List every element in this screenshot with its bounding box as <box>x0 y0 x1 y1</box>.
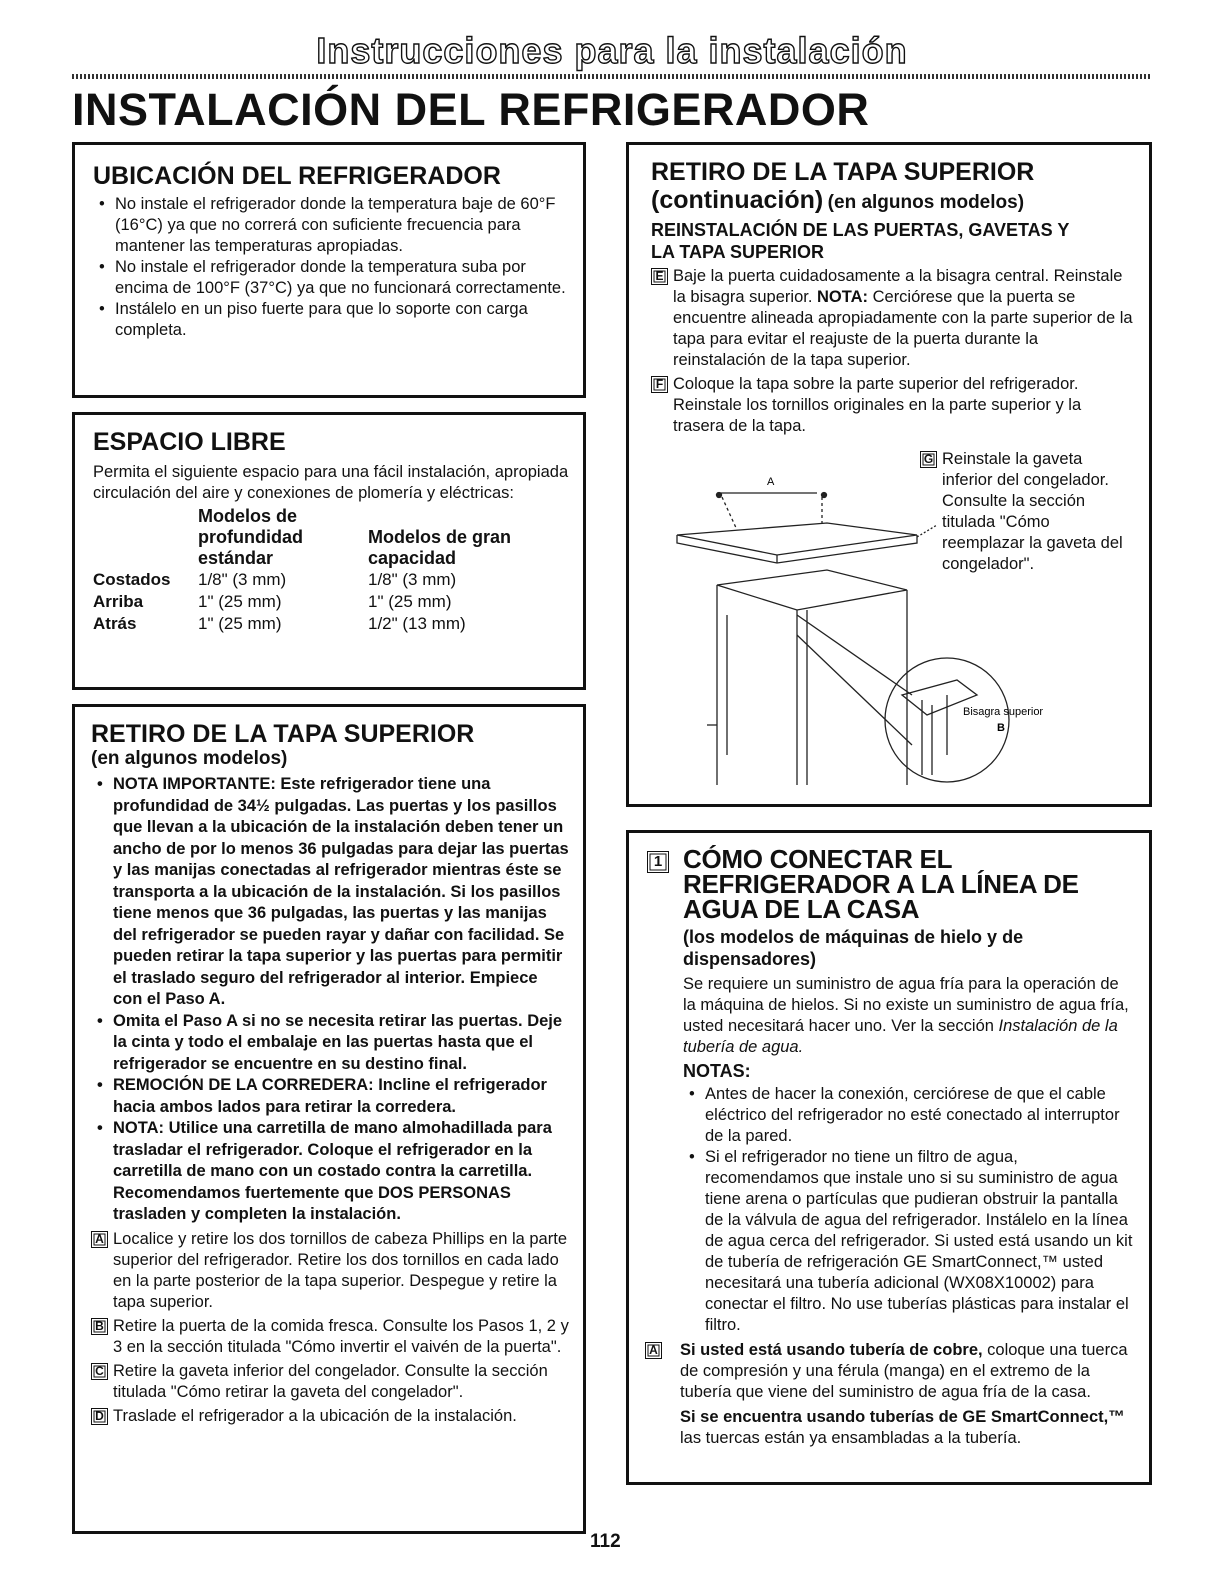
retiro-cont-heading2: (continuación) <box>651 186 824 214</box>
ubicacion-heading: UBICACIÓN DEL REFRIGERADOR <box>93 162 501 190</box>
list-item: • No instale el refrigerador donde la temperatura baje de 60°F (16°C) ya que no correrá con suficiente frecuencia para mantener las temperaturas apropiadas. <box>93 194 569 257</box>
retiro-section <box>72 704 586 1534</box>
notas-label: NOTAS: <box>683 1061 751 1081</box>
step-letter-badge: B <box>91 1318 108 1335</box>
step-letter-badge: E <box>651 268 668 285</box>
row-label: Arriba <box>93 592 144 611</box>
step-e <box>651 266 1135 371</box>
step-a <box>91 1229 569 1313</box>
step-letter-badge: D <box>91 1408 108 1425</box>
table-row <box>93 613 538 635</box>
nota-label: NOTA: <box>817 288 869 306</box>
retiro-subheading: (en algunos modelos) <box>91 748 288 769</box>
row-label: Atrás <box>93 614 137 633</box>
row-label: Costados <box>93 570 171 589</box>
step-text: coloque una tuerca de compresión y una férula (manga) en el extremo de la tubería que viene del suministro de agua fría de la casa. <box>680 1341 1128 1401</box>
retiro-heading: RETIRO DE LA TAPA SUPERIOR <box>91 720 475 748</box>
list-item: • No instale el refrigerador donde la temperatura suba por encima de 100°F (37°C) ya que no funcionará correctamente. <box>93 257 569 299</box>
retiro-cont-heading2-small: (en algunos modelos) <box>827 192 1025 213</box>
table-header-big: Modelos de gran capacidad <box>368 527 512 568</box>
espacio-section <box>72 412 586 690</box>
conectar-section <box>626 830 1152 1485</box>
step-bold-text: Si usted está usando tubería de cobre, <box>680 1341 983 1359</box>
diagram-label-b: B <box>997 722 1005 734</box>
step-text: Reinstale la gaveta inferior del congelador. Consulte la sección titulada "Cómo reemplazar la gaveta del congelador". <box>942 450 1123 573</box>
step-text: Traslade el refrigerador a la ubicación de la instalación. <box>113 1406 517 1425</box>
retiro-cont-heading: RETIRO DE LA TAPA SUPERIOR <box>651 158 1035 186</box>
cell-std: 1" (25 mm) <box>198 592 282 611</box>
ubicacion-list <box>93 194 569 341</box>
cell-std: 1" (25 mm) <box>198 614 282 633</box>
table-row <box>93 591 538 613</box>
list-item: • Instálelo en un piso fuerte para que lo soporte con carga completa. <box>93 299 569 341</box>
table-header-std: Modelos de profundidad estándar <box>198 506 303 568</box>
table-row <box>93 569 538 591</box>
step-letter-badge: A <box>91 1231 108 1248</box>
notas-list <box>683 1084 1135 1336</box>
step-bold-text: Si se encuentra usando tuberías de GE SmartConnect,™ <box>680 1408 1125 1426</box>
step-letter-badge: A <box>645 1342 662 1359</box>
list-item: • Omita el Paso A si no se necesita retirar las puertas. Deje la cinta y todo el embalaje en las puertas hasta que el refrigerador se encuentre en su destino final. <box>91 1011 569 1076</box>
list-item: • NOTA IMPORTANTE: Este refrigerador tiene una profundidad de 34½ pulgadas. Las puertas y los pasillos que llevan a la ubicación de la instalación deben tener un ancho de por lo menos 36 pulgadas para dejar las puertas y las manijas conectadas al refrigerador mientras éste se transporta a la ubicación de la instalación. Si los pasillos tiene menos que 36 pulgadas, las puertas y las manijas del refrigerador se pueden rayar y dañar con facilidad. Se pueden retirar la tapa superior y las puertas para permitir el traslado seguro del refrigerador al interior. Empiece con el Paso A. <box>91 774 569 1011</box>
diagram-label-hinge: Bisagra superior <box>963 706 1044 718</box>
clearance-table <box>93 506 538 635</box>
step-d <box>91 1406 569 1427</box>
cell-big: 1/8" (3 mm) <box>368 570 457 589</box>
step-text: Baje la puerta cuidadosamente a la bisagra central. Reinstale la bisagra superior. <box>673 267 1123 306</box>
step-f <box>651 374 1135 437</box>
cell-std: 1/8" (3 mm) <box>198 570 287 589</box>
step-text: Localice y retire los dos tornillos de cabeza Phillips en la parte superior del refrigerador. Retire los dos tornillos en cada lado en la parte posterior de la tapa superior. Despegue y retire la tapa superior. <box>113 1229 567 1311</box>
step-b <box>91 1316 569 1358</box>
conectar-subheading: (los modelos de máquinas de hielo y de dispensadores) <box>683 927 1024 969</box>
conectar-step-a <box>645 1340 1135 1449</box>
step-text: Retire la gaveta inferior del congelador. Consulte la sección titulada "Cómo retirar la gaveta del congelador". <box>113 1361 548 1401</box>
step-letter-badge: G <box>920 451 937 468</box>
espacio-heading: ESPACIO LIBRE <box>93 428 286 456</box>
page-title: INSTALACIÓN DEL REFRIGERADOR <box>72 84 870 135</box>
cell-big: 1/2" (13 mm) <box>368 614 466 633</box>
step-text: Coloque la tapa sobre la parte superior del refrigerador. Reinstale los tornillos originales en la parte superior y la trasera de la tapa. <box>673 375 1082 435</box>
step-text: las tuercas están ya ensambladas a la tubería. <box>680 1429 1022 1447</box>
list-item: • Si el refrigerador no tiene un filtro de agua, recomendamos que instale uno si su suministro de agua tiene arena o partículas que pudieran obstruir la pantalla de la válvula de agua del refrigerador. Instálelo en la línea de agua cerca del refrigerador. Si usted está usando un kit de tubería de refrigeración GE SmartConnect,™ usted necesitará una tubería adicional (WX08X10002) para conectar el filtro. No use tuberías plásticas para instalar el filtro. <box>683 1147 1135 1336</box>
section-banner: Instrucciones para la instalación <box>316 30 908 71</box>
conectar-intro: Se requiere un suministro de agua fría para la operación de la máquina de hielos. Si no existe un suministro de agua fría, usted necesitará hacer uno. Ver la sección Instalación de la tubería de agua. <box>683 975 1129 1056</box>
step-letter-badge: F <box>651 376 668 393</box>
banner-rule <box>72 74 1152 79</box>
list-item: • NOTA: Utilice una carretilla de mano almohadillada para trasladar el refrigerador. Coloque el refrigerador en la carretilla de mano con un costado contra la carretilla. Recomendamos fuertemente que DOS PERSONAS trasladen y completen la instalación. <box>91 1118 569 1226</box>
reinstalacion-subheading: REINSTALACIÓN DE LAS PUERTAS, GAVETAS Y LA TAPA SUPERIOR <box>651 220 1070 262</box>
diagram-label-a: A <box>767 476 775 488</box>
list-item: • REMOCIÓN DE LA CORREDERA: Incline el refrigerador hacia ambos lados para retirar la corredera. <box>91 1075 569 1118</box>
espacio-intro: Permita el siguiente espacio para una fácil instalación, apropiada circulación del aire y conexiones de plomería y eléctricas: <box>93 463 569 502</box>
step-number-badge: 1 <box>647 851 669 873</box>
cell-big: 1" (25 mm) <box>368 592 452 611</box>
retiro-notes <box>91 774 569 1226</box>
conectar-heading: CÓMO CONECTAR EL REFRIGERADOR A LA LÍNEA DE AGUA DE LA CASA <box>683 844 1079 924</box>
retiro-cont-section <box>626 142 1152 807</box>
list-item: • Antes de hacer la conexión, cerciórese de que el cable eléctrico del refrigerador no esté conectado al interruptor de la pared. <box>683 1084 1135 1147</box>
step-text: Cerciórese que la puerta se encuentre alineada apropiadamente con la parte superior de la tapa para evitar el reajuste de la puerta durante la reinstalación de la tapa superior. <box>673 288 1133 369</box>
ubicacion-section <box>72 142 586 398</box>
step-text: Retire la puerta de la comida fresca. Consulte los Pasos 1, 2 y 3 en la sección titulada "Cómo invertir el vaivén de la puerta". <box>113 1316 569 1356</box>
page-number: 112 <box>590 1531 621 1552</box>
step-c <box>91 1361 569 1403</box>
step-letter-badge: C <box>91 1363 108 1380</box>
